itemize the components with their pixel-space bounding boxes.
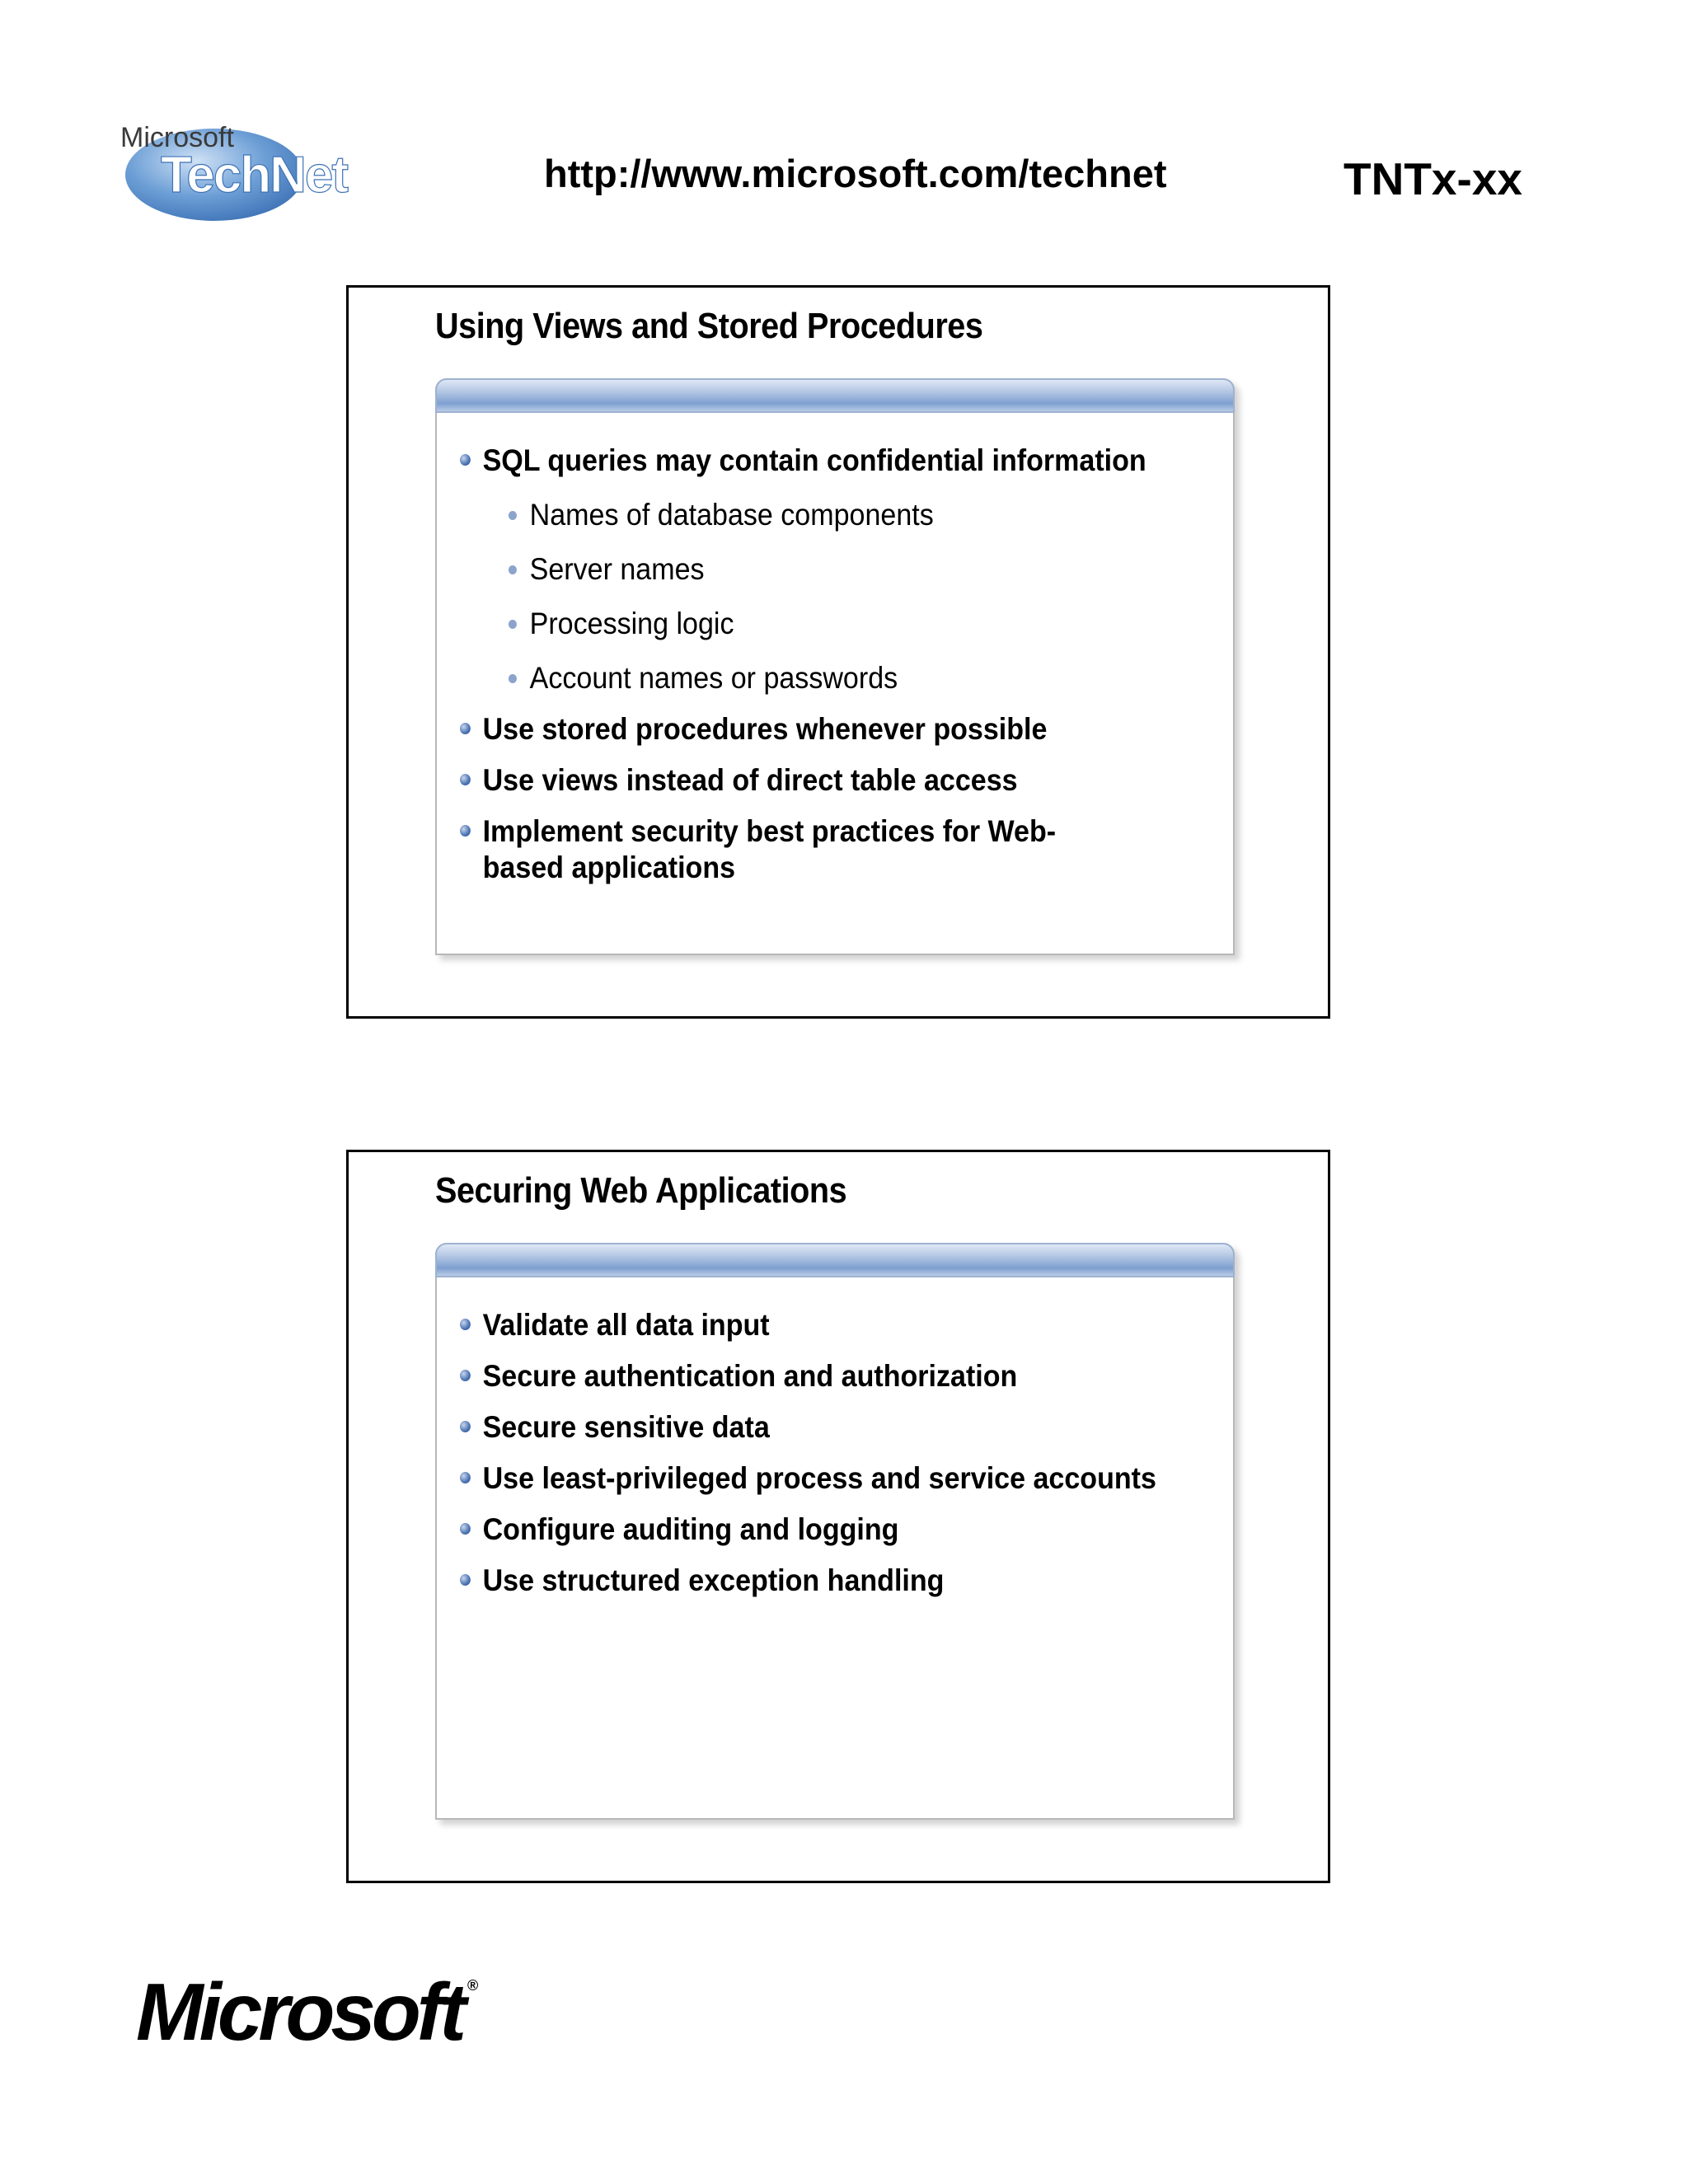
bullet-icon: [460, 723, 471, 734]
technet-logo: [115, 107, 400, 223]
bullet-item: Configure auditing and logging: [460, 1511, 1195, 1548]
bullet-list: [460, 443, 1200, 886]
bullet-icon: [460, 454, 471, 466]
slide-title: Using Views and Stored Procedures: [435, 306, 983, 346]
slide-title: Securing Web Applications: [435, 1170, 847, 1211]
content-panel: [435, 378, 1235, 955]
bullet-item: SQL queries may contain confidential information: [460, 443, 1195, 479]
bullet-list: [460, 1307, 1200, 1599]
bullet-icon: [460, 1574, 471, 1586]
bullet-item: Validate all data input: [460, 1307, 1195, 1343]
sub-bullet-icon: [509, 620, 517, 629]
bullet-item: Implement security best practices for Web-based applications: [460, 813, 1112, 886]
sub-bullet-item: Names of database components: [460, 497, 1141, 533]
content-panel: [435, 1243, 1235, 1820]
microsoft-logo: [136, 1966, 478, 2059]
bullet-icon: [460, 1472, 471, 1483]
registered-mark: ®: [467, 1977, 479, 1994]
bullet-icon: [460, 774, 471, 785]
header-url: http://www.microsoft.com/technet: [544, 152, 1167, 195]
sub-bullet-icon: [509, 674, 517, 683]
logo-technet-text: TechNet: [161, 147, 348, 204]
bullet-icon: [460, 1319, 471, 1330]
bullet-item: Use stored procedures whenever possible: [460, 711, 1195, 748]
slide-1: [346, 285, 1330, 1019]
bullet-icon: [460, 1370, 471, 1381]
panel-header-bar: [435, 1243, 1235, 1277]
logo-microsoft-small-text: Microsoft: [120, 122, 234, 153]
sub-bullet-item: Account names or passwords: [460, 660, 1141, 696]
bullet-icon: [460, 1523, 471, 1535]
sub-bullet-icon: [509, 565, 517, 574]
sub-bullet-icon: [509, 511, 517, 520]
sub-bullet-item: Server names: [460, 551, 1141, 588]
bullet-item: Use least-privileged process and service accounts: [460, 1460, 1195, 1497]
bullet-icon: [460, 1421, 471, 1432]
panel-header-bar: [435, 378, 1235, 413]
header-code: TNTx-xx: [1343, 153, 1522, 204]
bullet-item: Secure sensitive data: [460, 1409, 1195, 1446]
bullet-item: Use views instead of direct table access: [460, 762, 1195, 799]
bullet-icon: [460, 825, 471, 837]
bullet-item: Secure authentication and authorization: [460, 1358, 1195, 1394]
sub-bullet-item: Processing logic: [460, 606, 1141, 642]
microsoft-logo-text: Microsoft: [136, 1966, 462, 2057]
slide-2: [346, 1150, 1330, 1883]
bullet-item: Use structured exception handling: [460, 1563, 1195, 1599]
